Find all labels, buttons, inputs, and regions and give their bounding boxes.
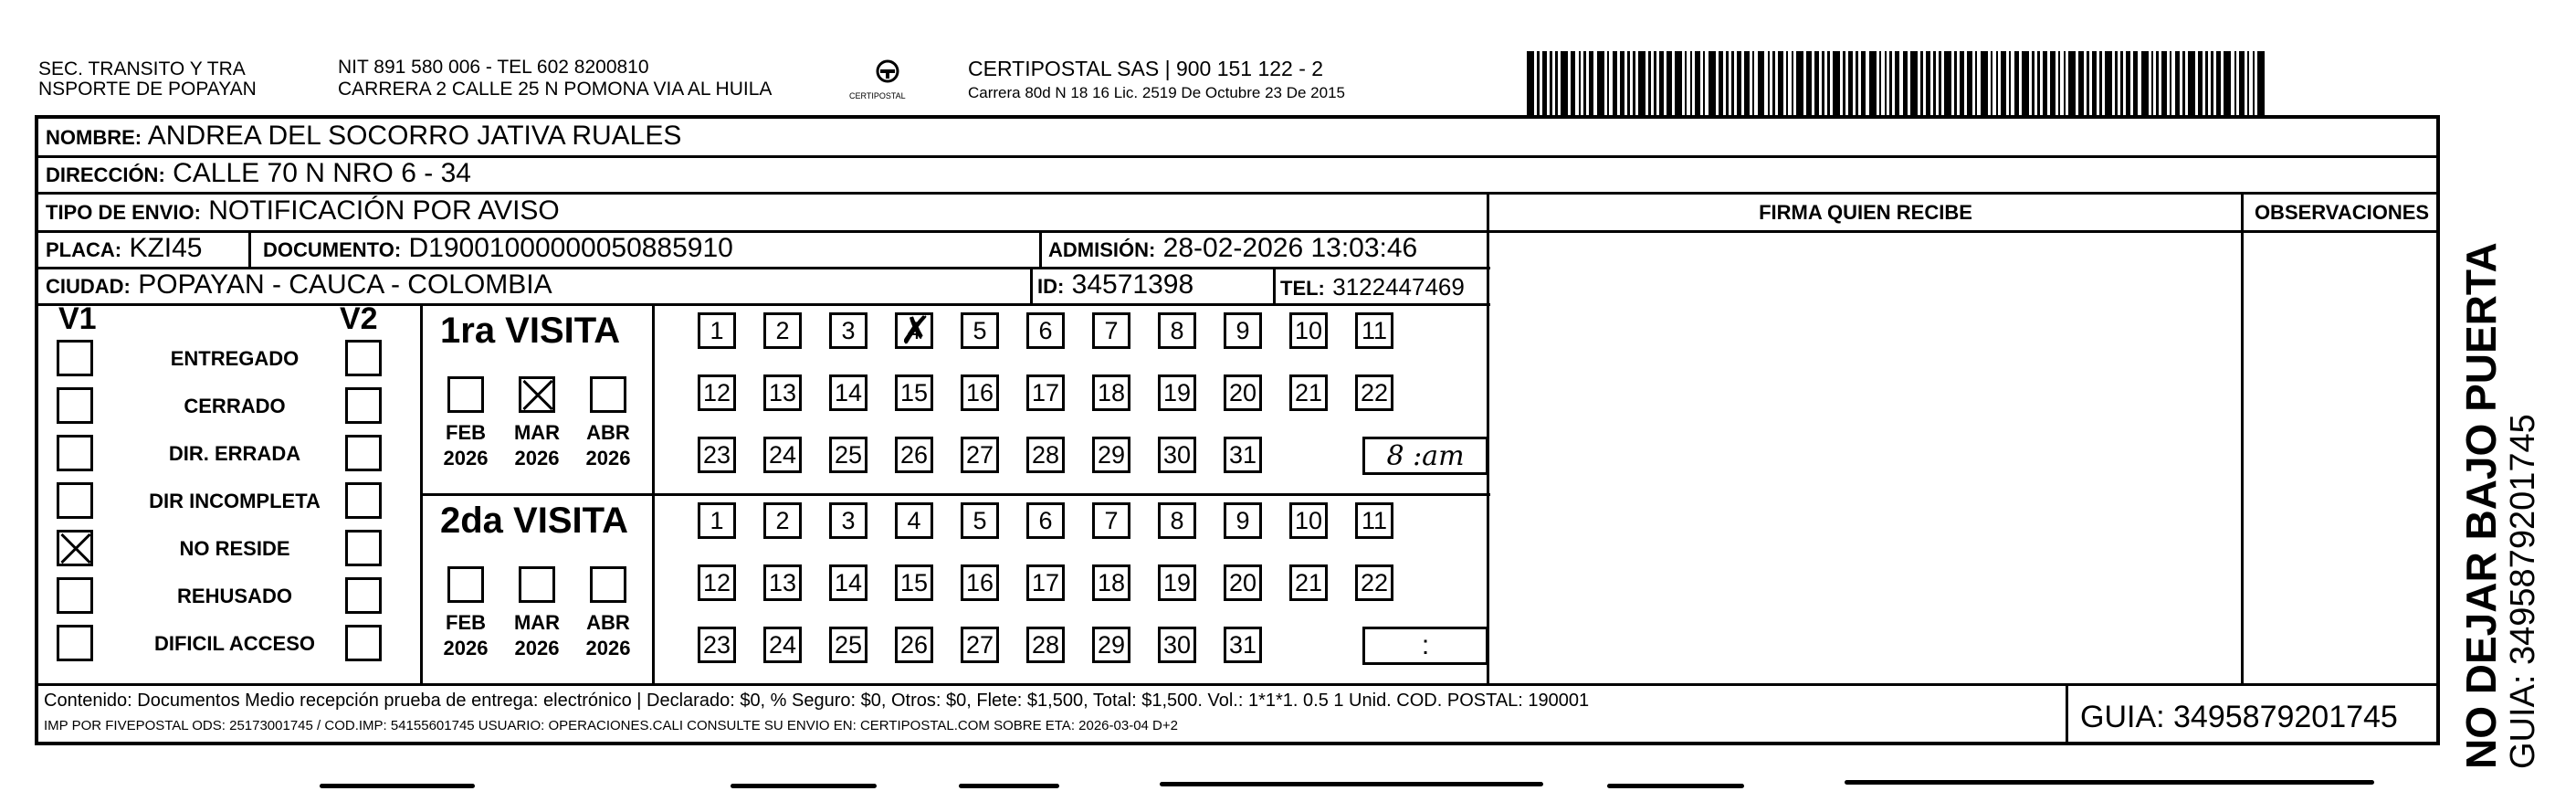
barcode-bar <box>2105 51 2112 115</box>
nit-line: NIT 891 580 006 - TEL 602 8200810 <box>338 57 649 78</box>
visit-title: 2da VISITA <box>440 501 628 541</box>
barcode-bar <box>1768 51 1771 115</box>
barcode-bar <box>2198 51 2203 115</box>
month-checkbox-feb[interactable] <box>447 566 484 603</box>
month-label <box>576 420 640 471</box>
day-box[interactable]: 15 <box>895 374 933 411</box>
barcode-bar <box>1709 51 1716 115</box>
name-value: ANDREA DEL SOCORRO JATIVA RUALES <box>147 121 682 151</box>
barcode-bar <box>2151 51 2154 115</box>
barcode-bar <box>1690 51 1693 115</box>
barcode-bar <box>1910 51 1918 115</box>
v1-checkbox-dir-errada[interactable] <box>57 435 93 471</box>
barcode-bar <box>2234 51 2237 115</box>
sender-org-line2: NSPORTE DE POPAYAN <box>38 79 257 100</box>
day-box[interactable]: 11 <box>1355 502 1393 539</box>
v2-checkbox-dificil-acceso[interactable] <box>345 625 382 661</box>
day-box[interactable]: 8 <box>1158 312 1196 349</box>
v1-checkbox-cerrado[interactable] <box>57 387 93 424</box>
barcode-bar <box>1926 51 1930 115</box>
barcode-bar <box>2175 51 2180 115</box>
plate-row <box>46 233 203 264</box>
barcode-bar <box>1975 51 1978 115</box>
day-box[interactable]: 12 <box>698 374 736 411</box>
day-box[interactable]: 1 <box>698 312 736 349</box>
barcode-bar <box>1527 51 1534 115</box>
barcode-bar <box>1737 51 1741 115</box>
barcode-bar <box>2141 51 2149 115</box>
v2-checkbox-cerrado[interactable] <box>345 387 382 424</box>
plate-value: KZI45 <box>129 233 203 263</box>
month-year: 2026 <box>514 637 560 659</box>
barcode-bar <box>2126 51 2130 115</box>
barcode-bar <box>1571 51 1575 115</box>
v1-checkbox-dir-incompleta[interactable] <box>57 482 93 519</box>
city-value: POPAYAN - CAUCA - COLOMBIA <box>138 269 552 300</box>
edge-mark <box>959 784 1059 788</box>
barcode-bar <box>1648 51 1651 115</box>
visit-time-field[interactable]: : <box>1362 627 1488 665</box>
content-details: Contenido: Documentos Medio recepción prueba de entrega: electrónico | Declarado: $0, % Seguro: $0, Otros: $0, Flete: $1,500, Total: $1,500. Vol.: 1*1*1. 0.5 1 Unid. COD. POSTAL: 190001 <box>44 691 1590 711</box>
barcode-bar <box>2120 51 2123 115</box>
day-box[interactable]: 13 <box>763 564 802 601</box>
barcode-bar <box>1796 51 1803 115</box>
barcode-bar <box>1550 51 1552 115</box>
barcode-bar <box>1731 51 1734 115</box>
month-name: ABR <box>586 611 630 634</box>
v1-header: V1 <box>58 301 97 336</box>
day-box[interactable]: 14 <box>829 374 867 411</box>
barcode-bar <box>1833 51 1840 115</box>
barcode-bar <box>1752 51 1755 115</box>
barcode-bar <box>2247 51 2250 115</box>
day-box[interactable]: 18 <box>1092 564 1130 601</box>
status-label: REHUSADO <box>177 585 292 607</box>
day-box[interactable]: 30 <box>1158 437 1196 473</box>
month-label <box>505 610 569 661</box>
signature-column-header: FIRMA QUIEN RECIBE <box>1759 201 1972 224</box>
day-box[interactable]: 3 <box>829 312 867 349</box>
barcode-bar <box>1772 51 1775 115</box>
id-value: 34571398 <box>1071 269 1194 300</box>
barcode-bar <box>1939 51 1941 115</box>
barcode-bar <box>1719 51 1723 115</box>
barcode <box>1527 51 2268 115</box>
month-checkbox-mar[interactable] <box>519 566 555 603</box>
barcode-bar <box>2001 51 2005 115</box>
edge-mark <box>320 784 475 788</box>
month-year: 2026 <box>514 447 560 469</box>
v2-header: V2 <box>340 301 378 336</box>
month-checkbox-abr[interactable] <box>590 566 626 603</box>
barcode-bar <box>1960 51 1964 115</box>
day-box[interactable]: 21 <box>1289 374 1328 411</box>
barcode-bar <box>1885 51 1887 115</box>
plate-label: PLACA: <box>46 238 122 261</box>
barcode-bar <box>2058 51 2061 115</box>
barcode-bar <box>1806 51 1811 115</box>
barcode-bar <box>1654 51 1656 115</box>
barcode-bar <box>2022 51 2029 115</box>
tel-label: TEL: <box>1280 277 1325 300</box>
v2-checkbox-rehusado[interactable] <box>345 577 382 614</box>
admission-row <box>1048 233 1417 264</box>
day-box[interactable]: 26 <box>895 627 933 663</box>
barcode-bar <box>2182 51 2185 115</box>
barcode-bar <box>2216 51 2221 115</box>
rotated-sidebar <box>2458 242 2542 769</box>
day-box[interactable]: 26 <box>895 437 933 473</box>
barcode-bar <box>2032 51 2035 115</box>
status-label: NO RESIDE <box>179 537 290 560</box>
day-box[interactable]: 17 <box>1026 374 1065 411</box>
edge-mark <box>1607 784 1744 788</box>
month-year: 2026 <box>585 637 631 659</box>
month-checkbox-abr[interactable] <box>590 376 626 413</box>
day-box[interactable]: 24 <box>763 627 802 663</box>
barcode-bar <box>1703 51 1706 115</box>
barcode-bar <box>2099 51 2102 115</box>
barcode-bar <box>1778 51 1782 115</box>
barcode-bar <box>1996 51 1999 115</box>
barcode-bar <box>2014 51 2019 115</box>
v1-checkbox-no-reside[interactable] <box>57 530 93 566</box>
visit-time-field[interactable]: 8 :am <box>1362 437 1488 475</box>
tel-value: 3122447469 <box>1332 273 1465 301</box>
barcode-bar <box>1620 51 1624 115</box>
address-row <box>46 158 471 189</box>
day-box[interactable]: 10 <box>1289 502 1328 539</box>
barcode-bar <box>1555 51 1558 115</box>
barcode-bar <box>1613 51 1617 115</box>
barcode-bar <box>1903 51 1908 115</box>
barcode-bar <box>2050 51 2055 115</box>
barcode-bar <box>1856 51 1858 115</box>
barcode-bar <box>1967 51 1971 115</box>
barcode-bar <box>2253 51 2255 115</box>
barcode-bar <box>1659 51 1664 115</box>
day-box[interactable]: 4 <box>895 502 933 539</box>
day-box[interactable]: 6 <box>1026 312 1065 349</box>
barcode-bar <box>2009 51 2012 115</box>
day-box[interactable]: 9 <box>1224 312 1262 349</box>
day-box[interactable]: 28 <box>1026 437 1065 473</box>
shipment-type-value: NOTIFICACIÓN POR AVISO <box>208 195 560 226</box>
day-box[interactable]: 27 <box>961 627 999 663</box>
day-box[interactable]: 15 <box>895 564 933 601</box>
day-box[interactable]: 20 <box>1224 564 1262 601</box>
month-label <box>505 420 569 471</box>
edge-mark <box>1845 780 2374 785</box>
v1-checkbox-dificil-acceso[interactable] <box>57 625 93 661</box>
status-label: CERRADO <box>184 395 286 417</box>
day-box[interactable]: 2 <box>763 312 802 349</box>
status-label: DIFICIL ACCESO <box>153 632 315 655</box>
barcode-bar <box>1537 51 1540 115</box>
day-box[interactable]: 20 <box>1224 374 1262 411</box>
barcode-bar <box>2239 51 2244 115</box>
barcode-bar <box>2115 51 2118 115</box>
barcode-bar <box>1944 51 1951 115</box>
day-box[interactable]: 7 <box>1092 502 1130 539</box>
shipment-type-row <box>46 195 560 227</box>
barcode-bar <box>1633 51 1635 115</box>
barcode-bar <box>1667 51 1671 115</box>
day-box[interactable]: 12 <box>698 564 736 601</box>
v2-checkbox-no-reside[interactable] <box>345 530 382 566</box>
month-label <box>434 610 498 661</box>
barcode-bar <box>2257 51 2265 115</box>
month-name: ABR <box>586 421 630 444</box>
company-line1: CERTIPOSTAL SAS | 900 151 122 - 2 <box>968 57 1324 80</box>
barcode-bar <box>2092 51 2097 115</box>
day-box[interactable]: 4 ✗ <box>895 312 933 349</box>
day-box[interactable]: 17 <box>1026 564 1065 601</box>
status-label: DIR. ERRADA <box>168 442 301 465</box>
admission-value: 28-02-2026 13:03:46 <box>1162 233 1418 263</box>
barcode-bar <box>1991 51 1993 115</box>
day-box[interactable]: 19 <box>1158 374 1196 411</box>
month-name: FEB <box>446 611 486 634</box>
barcode-bar <box>1607 51 1610 115</box>
barcode-bar <box>1597 51 1604 115</box>
city-row <box>46 269 552 301</box>
barcode-bar <box>1814 51 1819 115</box>
barcode-bar <box>2037 51 2040 115</box>
edge-mark <box>1160 782 1543 786</box>
barcode-bar <box>1827 51 1830 115</box>
logo-text: CERTIPOSTAL <box>849 91 906 100</box>
day-box[interactable]: 23 <box>698 437 736 473</box>
id-row <box>1037 269 1193 301</box>
barcode-bar <box>2068 51 2076 115</box>
day-box[interactable]: 24 <box>763 437 802 473</box>
barcode-bar <box>1685 51 1688 115</box>
month-label <box>434 420 498 471</box>
barcode-bar <box>1744 51 1749 115</box>
day-box[interactable]: 27 <box>961 437 999 473</box>
barcode-bar <box>1879 51 1882 115</box>
barcode-bar <box>1695 51 1699 115</box>
v2-checkbox-dir-errada[interactable] <box>345 435 382 471</box>
day-box[interactable]: 22 <box>1355 374 1393 411</box>
name-row <box>46 121 681 152</box>
day-box[interactable]: 8 <box>1158 502 1196 539</box>
day-box[interactable]: 31 <box>1224 627 1262 663</box>
admission-label: ADMISIÓN: <box>1048 238 1156 261</box>
barcode-bar <box>1954 51 1957 115</box>
no-dejar-bajo-puerta: NO DEJAR BAJO PUERTA <box>2457 242 2505 769</box>
barcode-bar <box>1579 51 1582 115</box>
sender-org-line1: SEC. TRANSITO Y TRA <box>38 58 246 79</box>
day-box[interactable]: 22 <box>1355 564 1393 601</box>
barcode-bar <box>1843 51 1845 115</box>
day-box[interactable]: 31 <box>1224 437 1262 473</box>
day-box[interactable]: 13 <box>763 374 802 411</box>
sidebar-guia: GUIA: 3495879201745 <box>2504 414 2542 769</box>
day-box[interactable]: 18 <box>1092 374 1130 411</box>
barcode-bar <box>1589 51 1593 115</box>
barcode-bar <box>1561 51 1568 115</box>
day-box[interactable]: 7 <box>1092 312 1130 349</box>
barcode-bar <box>1542 51 1547 115</box>
month-name: MAR <box>513 611 561 634</box>
address-line: CARRERA 2 CALLE 25 N POMONA VIA AL HUILA <box>338 79 773 100</box>
barcode-bar <box>1920 51 1923 115</box>
status-label: ENTREGADO <box>170 347 300 370</box>
barcode-bar <box>2211 51 2213 115</box>
observations-column-header: OBSERVACIONES <box>2254 201 2430 224</box>
barcode-bar <box>2078 51 2083 115</box>
id-label: ID: <box>1037 275 1065 298</box>
barcode-bar <box>1627 51 1630 115</box>
day-box[interactable]: 19 <box>1158 564 1196 601</box>
month-checkbox-feb[interactable] <box>447 376 484 413</box>
day-box[interactable]: 21 <box>1289 564 1328 601</box>
day-box[interactable]: 16 <box>961 564 999 601</box>
day-box[interactable]: 25 <box>829 437 867 473</box>
visit-title: 1ra VISITA <box>440 311 621 351</box>
day-box[interactable]: 29 <box>1092 437 1130 473</box>
day-box[interactable]: 5 <box>961 312 999 349</box>
address-value: CALLE 70 N NRO 6 - 34 <box>173 158 471 188</box>
company-line2: Carrera 80d N 18 16 Lic. 2519 De Octubre 23 De 2015 <box>968 84 1345 101</box>
barcode-bar <box>1848 51 1853 115</box>
day-box[interactable]: 28 <box>1026 627 1065 663</box>
barcode-bar <box>1861 51 1866 115</box>
tel-row <box>1280 271 1465 302</box>
day-box[interactable]: 25 <box>829 627 867 663</box>
barcode-bar <box>1786 51 1789 115</box>
barcode-bar <box>2043 51 2047 115</box>
barcode-bar <box>1981 51 1988 115</box>
edge-mark <box>731 784 877 788</box>
delivery-form <box>35 115 2440 745</box>
day-box[interactable]: 23 <box>698 627 736 663</box>
barcode-bar <box>1638 51 1645 115</box>
footer-guia: GUIA: 3495879201745 <box>2080 700 2398 734</box>
day-box[interactable]: 1 <box>698 502 736 539</box>
day-box[interactable]: 2 <box>763 502 802 539</box>
month-year: 2026 <box>443 637 489 659</box>
day-box[interactable]: 16 <box>961 374 999 411</box>
day-box[interactable]: 5 <box>961 502 999 539</box>
barcode-bar <box>1726 51 1729 115</box>
month-year: 2026 <box>585 447 631 469</box>
day-box[interactable]: 6 <box>1026 502 1065 539</box>
barcode-bar <box>1583 51 1586 115</box>
barcode-bar <box>1895 51 1899 115</box>
day-box[interactable]: 14 <box>829 564 867 601</box>
month-name: MAR <box>513 421 561 444</box>
month-label <box>576 610 640 661</box>
v2-checkbox-dir-incompleta[interactable] <box>345 482 382 519</box>
shipment-type-label: TIPO DE ENVIO: <box>46 201 201 224</box>
v1-checkbox-rehusado[interactable] <box>57 577 93 614</box>
month-name: FEB <box>446 421 486 444</box>
barcode-bar <box>1675 51 1682 115</box>
day-box[interactable]: 10 <box>1289 312 1328 349</box>
barcode-bar <box>1822 51 1824 115</box>
document-label: DOCUMENTO: <box>263 238 402 261</box>
day-box[interactable]: 9 <box>1224 502 1262 539</box>
document-value: D19001000000050885910 <box>408 233 733 263</box>
barcode-bar <box>2087 51 2089 115</box>
barcode-bar <box>2224 51 2231 115</box>
month-checkbox-mar[interactable] <box>519 376 555 413</box>
barcode-bar <box>2064 51 2066 115</box>
barcode-bar <box>2188 51 2195 115</box>
barcode-bar <box>1758 51 1765 115</box>
city-label: CIUDAD: <box>46 275 131 298</box>
address-label: DIRECCIÓN: <box>46 163 165 186</box>
barcode-bar <box>2170 51 2172 115</box>
barcode-bar <box>1933 51 1936 115</box>
print-details: IMP POR FIVEPOSTAL ODS: 25173001745 / COD.IMP: 54155601745 USUARIO: OPERACIONES.CALI CONSULTE SU ENVIO EN: CERTIPOSTAL.COM SOBRE ETA: 2026-03-04 D+2 <box>44 718 1178 733</box>
barcode-bar <box>1869 51 1877 115</box>
name-label: NOMBRE: <box>46 126 142 149</box>
status-label: DIR INCOMPLETA <box>149 490 321 512</box>
day-box[interactable]: 3 <box>829 502 867 539</box>
barcode-bar <box>1792 51 1794 115</box>
month-year: 2026 <box>443 447 489 469</box>
day-box[interactable]: 30 <box>1158 627 1196 663</box>
barcode-bar <box>1889 51 1892 115</box>
barcode-bar <box>2161 51 2166 115</box>
day-box[interactable]: 29 <box>1092 627 1130 663</box>
barcode-bar <box>2205 51 2208 115</box>
v1-checkbox-entregado[interactable] <box>57 340 93 376</box>
day-box[interactable]: 11 <box>1355 312 1393 349</box>
v2-checkbox-entregado[interactable] <box>345 340 382 376</box>
barcode-bar <box>2133 51 2138 115</box>
document-row <box>263 233 733 264</box>
barcode-bar <box>2156 51 2159 115</box>
